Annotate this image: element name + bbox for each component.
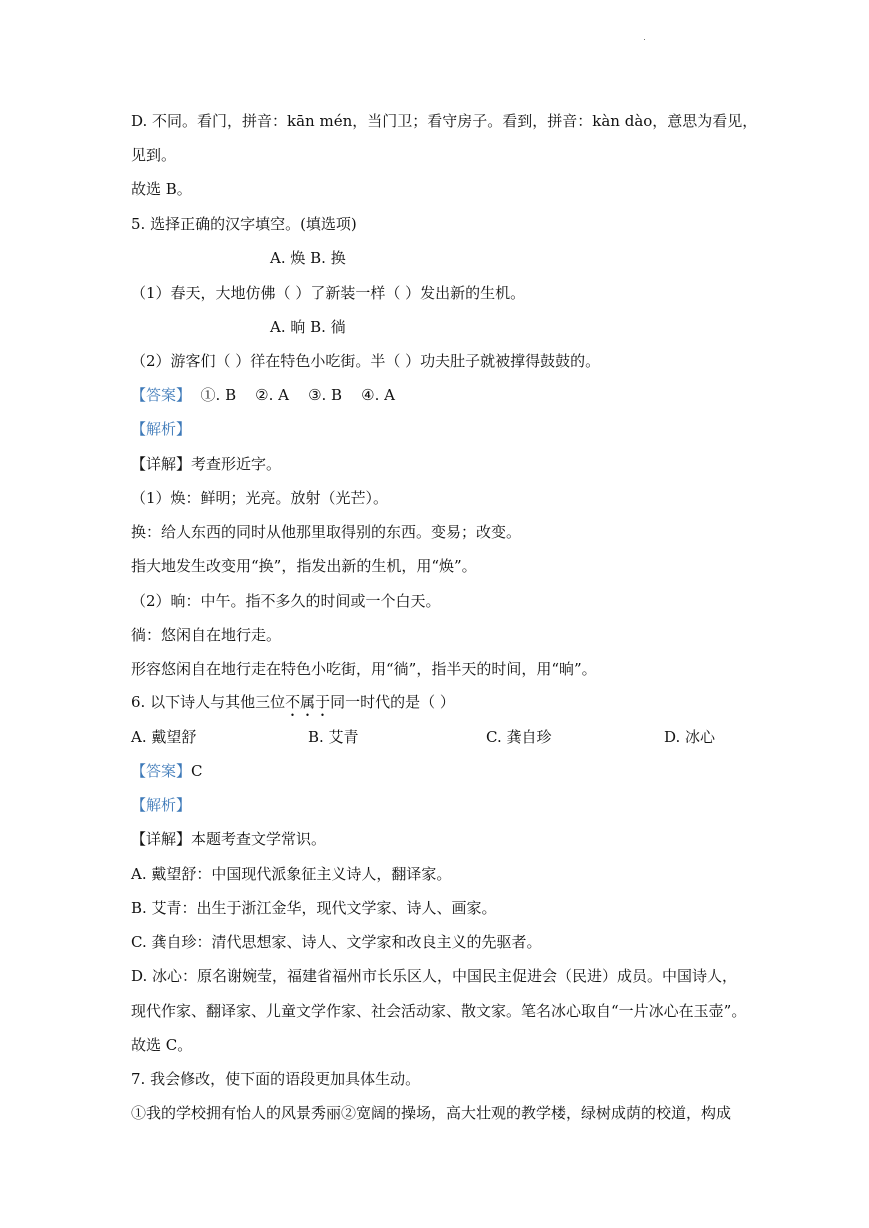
explanation-line: 指大地发生改变用“换”，指发出新的生机，用“焕”。 [131,557,477,575]
analysis-label-5: 【解析】 [131,420,192,438]
detail-5: 【详解】考查形近字。 [131,455,282,473]
explanation-line: A. 戴望舒：中国现代派象征主义诗人，翻译家。 [131,865,452,883]
answer-label: 【答案】 [131,762,192,780]
explanation-line: B. 艾青：出生于浙江金华，现代文学家、诗人、画家。 [131,899,497,917]
question-7: 7. 我会修改，使下面的语段更加具体生动。 [131,1070,421,1088]
explanation-line: D. 冰心：原名谢婉莹，福建省福州市长乐区人，中国民主促进会（民进）成员。中国诗人， [131,967,738,985]
explanation-line: （1）焕：鲜明；光亮。放射（光芒）。 [131,489,389,507]
answer-5 [131,385,395,405]
question-5-sentence-1: （1）春天，大地仿佛（ ）了新装一样（ ）发出新的生机。 [131,284,526,302]
question-5-sentence-2: （2）游客们（ ）徉在特色小吃街。半（ ）功夫肚子就被撑得鼓鼓的。 [131,352,601,370]
line-conclusion: 故选 B。 [131,180,192,198]
explanation-line: 换：给人东西的同时从他那里取得别的东西。变易；改变。 [131,523,522,541]
question-5-options-2: A. 晌 B. 徜 [270,318,346,336]
line-option-d: D. 不同。看门，拼音：kān mén，当门卫；看守房子。看到，拼音：kàn dào，意思为看见， [131,112,758,130]
analysis-label-6: 【解析】 [131,796,192,814]
question-6 [131,692,455,720]
question-6-text-a: 6. 以下诗人与其他三位 [131,693,286,711]
question-6-option-d: D. 冰心 [664,728,716,746]
question-5-options-1: A. 焕 B. 换 [270,249,346,267]
line-continuation: 见到。 [131,146,177,164]
answer-values: ①. B ②. A ③. B ④. A [191,386,395,404]
question-6-emphasis: 不属于 [285,693,331,711]
explanation-line: 形容悠闲自在地行走在特色小吃街，用“徜”，指半天的时间，用“晌”。 [131,660,597,678]
answer-6 [131,761,203,781]
question-6-option-c: C. 龚自珍 [486,728,552,746]
explanation-line: （2）晌：中午。指不多久的时间或一个白天。 [131,592,441,610]
question-6-text-b: 同一时代的是（ ） [330,693,455,711]
detail-6: 【详解】本题考查文学常识。 [131,830,327,848]
header-mark: · [643,34,646,44]
question-5: 5. 选择正确的汉字填空。(填选项) [131,215,357,233]
question-6-option-b: B. 艾青 [308,728,359,746]
question-6-option-a: A. 戴望舒 [131,728,197,746]
question-7-text: ①我的学校拥有怡人的风景秀丽②宽阔的操场，高大壮观的教学楼，绿树成荫的校道，构成 [131,1104,732,1122]
answer-value: C [191,762,203,780]
explanation-line: 徜：悠闲自在地行走。 [131,626,282,644]
explanation-line: 现代作家、翻译家、儿童文学作家、社会活动家、散文家。笔名冰心取自“一片冰心在玉壶”。 [131,1002,747,1020]
conclusion-6: 故选 C。 [131,1036,193,1054]
explanation-line: C. 龚自珍：清代思想家、诗人、文学家和改良主义的先驱者。 [131,933,542,951]
answer-label: 【答案】 [131,386,192,404]
